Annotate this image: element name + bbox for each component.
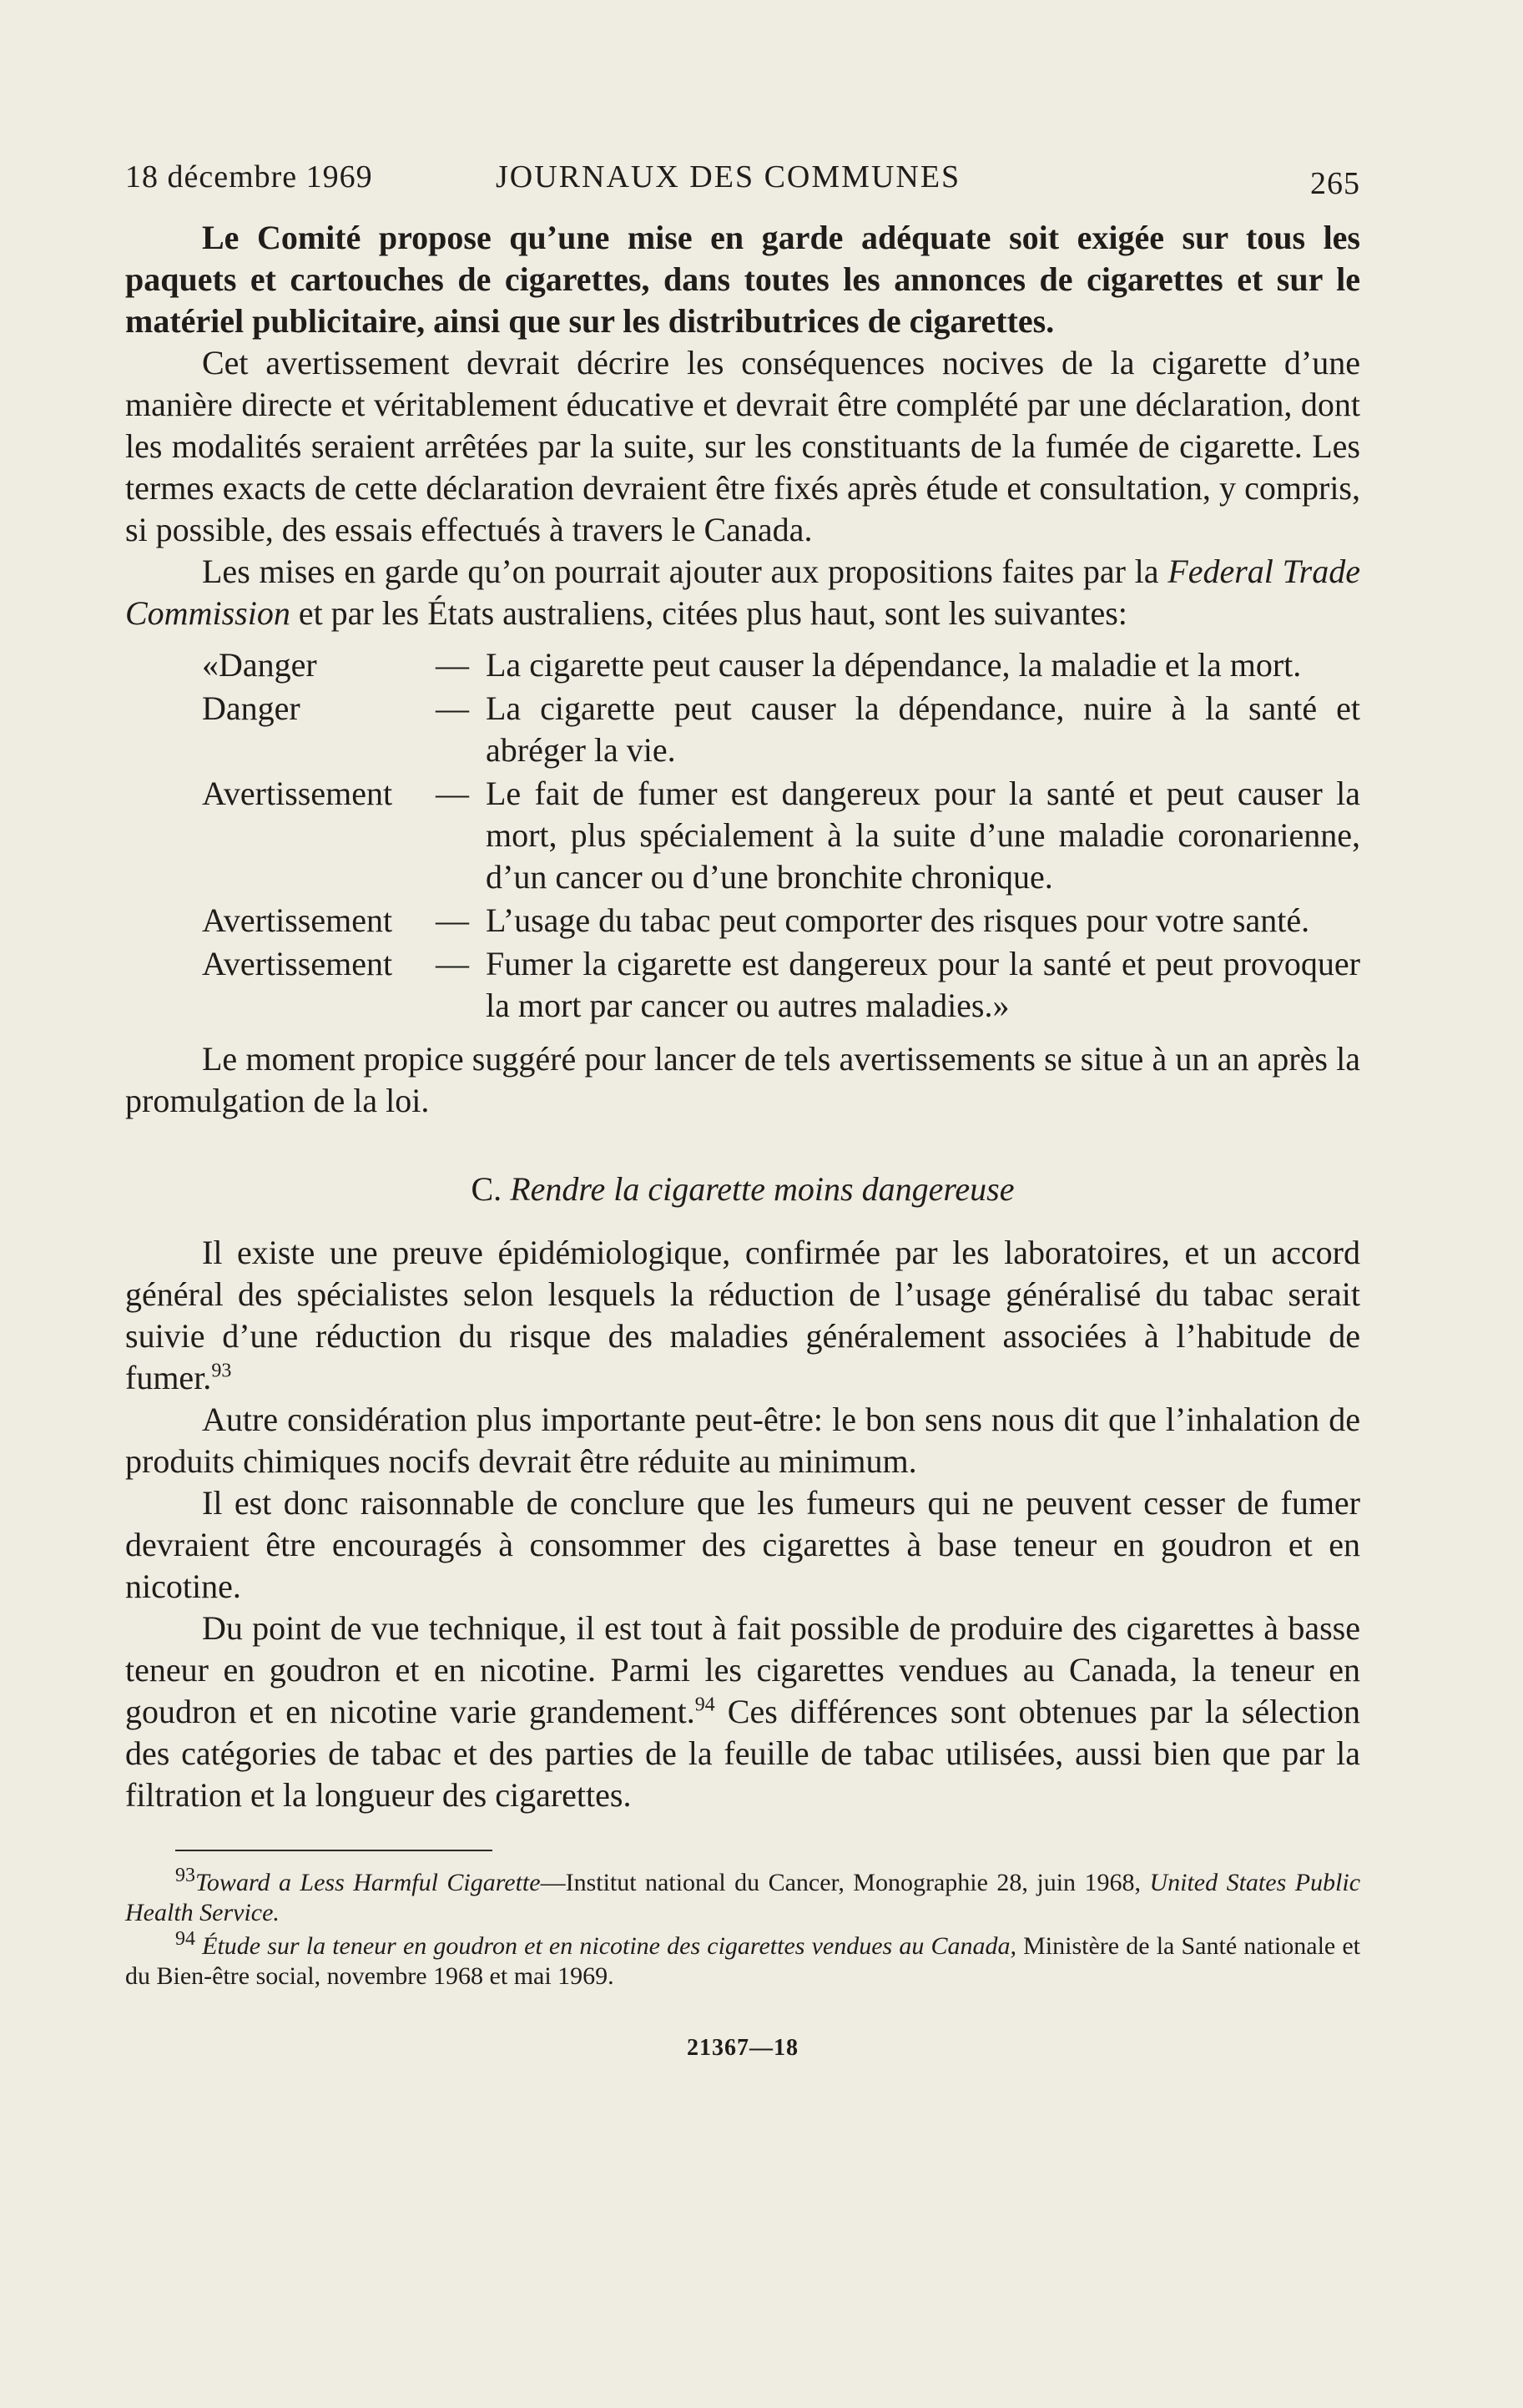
footnote-number: 93 [175, 1865, 195, 1886]
warning-term: Avertissement [202, 775, 393, 812]
header-date: 18 décembre 1969 [125, 159, 373, 194]
warnings-list [202, 644, 1360, 1027]
footnote-text: Ministère de la Santé nationale et du Bien-être social, novembre 1968 et mai 1969. [125, 1932, 1361, 1990]
warning-term: «Danger [202, 646, 317, 684]
warning-text: La cigarette peut causer la dépendance, nuire à la santé et abréger la vie. [486, 689, 1360, 769]
page-number: 265 [1310, 166, 1360, 201]
body-text [125, 217, 1360, 1816]
footnote-source: United States Public Health Service. [125, 1869, 1361, 1926]
text-span: Il existe une preuve épidémiologique, confirmée par les laboratoires, et un accord général des spécialistes selon lesquels la réduction de l’usage généralisé du tabac serait suivie d’une réduction du risque des maladies généralement associées à l’habitude de fumer. [125, 1234, 1360, 1396]
warning-dash: — [436, 901, 469, 939]
footnote-text: —Institut national du Cancer, Monographie 28, juin 1968, [540, 1869, 1141, 1896]
warning-item [202, 688, 1360, 771]
text-span: et par les États australiens, citées plus haut, sont les suivantes: [298, 594, 1127, 632]
warning-dash: — [436, 689, 469, 727]
warning-term: Avertissement [202, 901, 393, 939]
document-page [125, 150, 1360, 2062]
section-title: Rendre la cigarette moins dangereuse [510, 1170, 1015, 1208]
footnote-divider [175, 1850, 492, 1851]
warning-text: La cigarette peut causer la dépendance, la maladie et la mort. [486, 646, 1302, 684]
footnote [125, 1865, 1361, 1928]
warning-dash: — [436, 775, 469, 812]
section-heading [125, 1169, 1360, 1210]
warning-text: Fumer la cigarette est dangereux pour la santé et peut provoquer la mort par cancer ou autres maladies.» [486, 945, 1360, 1024]
text-span: Les mises en garde qu’on pourrait ajouter aux propositions faites par la [202, 553, 1159, 590]
print-signature: 21367—18 [687, 2035, 799, 2061]
paragraph: Il est donc raisonnable de conclure que les fumeurs qui ne peuvent cesser de fumer devraient être encouragés à consommer des cigarettes à base teneur en goudron et en nicotine. [125, 1484, 1360, 1605]
paragraph: Le moment propice suggéré pour lancer de tels avertissements se situe à un an après la promulgation de la loi. [125, 1040, 1360, 1119]
footnote-ref: 94 [694, 1694, 715, 1716]
paragraph [125, 1232, 1360, 1399]
warning-text: L’usage du tabac peut comporter des risques pour votre santé. [486, 901, 1310, 939]
recommendation-paragraph: Le Comité propose qu’une mise en garde adéquate soit exigée sur tous les paquets et cartouches de cigarettes, dans toutes les annonces de cigarettes et sur le matériel publicitaire, ainsi que sur les distributrices de cigarettes. [125, 219, 1360, 340]
text-span: Du point de vue technique, il est tout à fait possible de produire des cigarettes à basse teneur en goudron et en nicotine. Parmi les cigarettes vendues au Canada, la teneur en goudron et en nicotine varie grandement. [125, 1609, 1360, 1730]
section-letter: C. [471, 1170, 502, 1208]
paragraph [125, 551, 1360, 634]
warning-term: Danger [202, 689, 300, 727]
text-span: Ces différences sont obtenues par la sélection des catégories de tabac et des parties de la feuille de tabac utilisées, aussi bien que par la filtration et la longueur des cigarettes. [125, 1693, 1360, 1814]
warning-dash: — [436, 646, 469, 684]
page-header [125, 150, 1360, 209]
warning-item [202, 644, 1360, 686]
paragraph: Cet avertissement devrait décrire les conséquences nocives de la cigarette d’une manière directe et véritablement éducative et devrait être complété par une déclaration, dont les modalités seraient arrêtées par la suite, sur les constituants de la fumée de cigarette. Les termes exacts de cette déclaration devraient être fixés après étude et consultation, y compris, si possible, des essais effectués à travers le Canada. [125, 344, 1360, 548]
footnotes [125, 1865, 1361, 1992]
warning-item [202, 900, 1360, 941]
footnote-title: Étude sur la teneur en goudron et en nicotine des cigarettes vendues au Canada, [202, 1932, 1016, 1960]
warning-item [202, 773, 1360, 898]
footnote-number: 94 [175, 1928, 195, 1950]
warning-term: Avertissement [202, 945, 393, 982]
warning-text: Le fait de fumer est dangereux pour la santé et peut causer la mort, plus spécialement à la suite d’une maladie coronarienne, d’un cancer ou d’une bronchite chronique. [486, 775, 1360, 896]
paragraph [125, 1608, 1360, 1816]
warning-item [202, 943, 1360, 1027]
footnote-title: Toward a Less Harmful Cigarette [195, 1869, 541, 1896]
footnote [125, 1928, 1361, 1992]
footnote-ref: 93 [211, 1360, 232, 1382]
header-journal-title: JOURNAUX DES COMMUNES [496, 159, 961, 194]
paragraph: Autre considération plus importante peut-être: le bon sens nous dit que l’inhalation de produits chimiques nocifs devrait être réduite au minimum. [125, 1401, 1360, 1480]
warning-dash: — [436, 945, 469, 982]
italic-text: Federal Trade Commission [125, 553, 1361, 632]
